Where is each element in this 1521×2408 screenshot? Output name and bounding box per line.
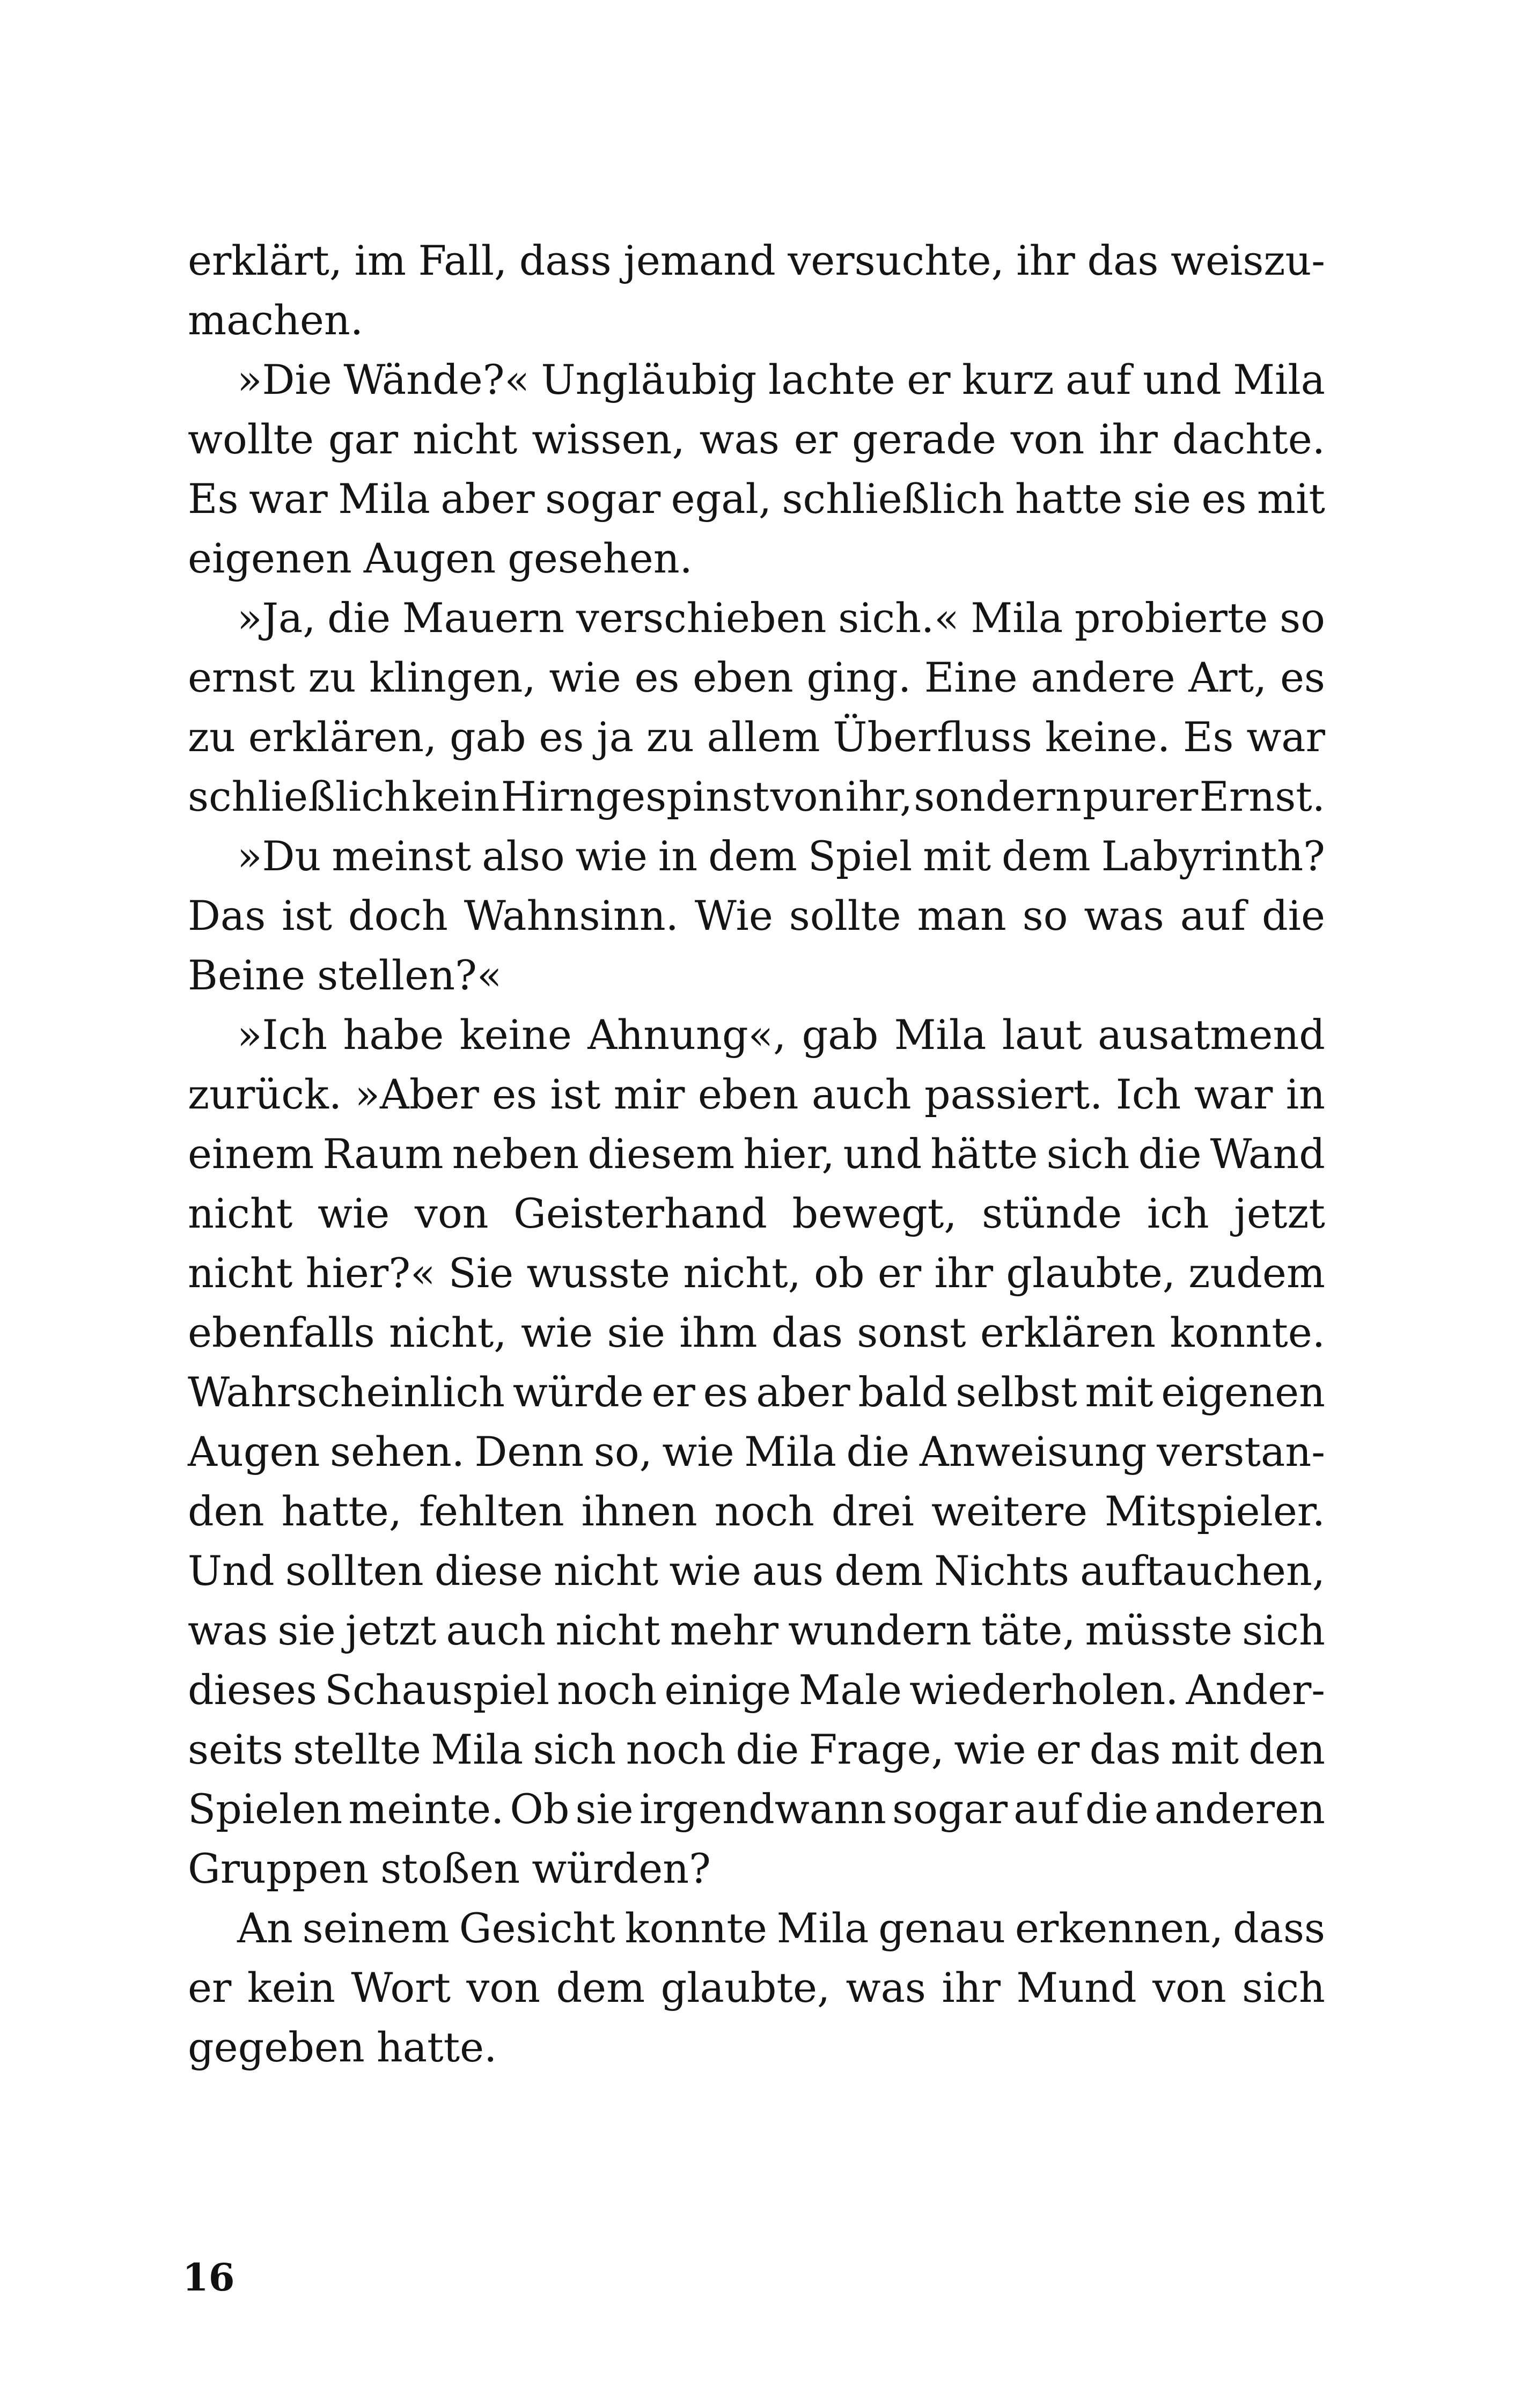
text-line: den hatte, fehlten ihnen noch drei weitere Mitspieler. — [188, 1487, 1325, 1535]
text-line: ebenfalls nicht, wie sie ihm das sonst erklären konnte. — [188, 1309, 1325, 1356]
text-line: Gruppen stoßen würden? — [188, 1845, 711, 1892]
text-line: zurück. »Aber es ist mir eben auch passiert. Ich war in — [188, 1070, 1325, 1118]
text-line: er kein Wort von dem glaubte, was ihr Mund von sich — [188, 1964, 1325, 2011]
text-line: Und sollten diese nicht wie aus dem Nichts auftauchen, — [188, 1547, 1325, 1595]
text-line: schließlich kein Hirngespinst von ihr, sondern purer Ernst. — [188, 773, 1325, 820]
page-number: 16 — [182, 2255, 235, 2300]
text-line: ernst zu klingen, wie es eben ging. Eine andere Art, es — [188, 654, 1325, 701]
text-line: »Du meinst also wie in dem Spiel mit dem Labyrinth? — [237, 832, 1325, 880]
body-text — [188, 231, 1325, 2077]
text-line: Spielen meinte. Ob sie irgendwann sogar auf die anderen — [188, 1785, 1325, 1833]
text-line: nicht hier?« Sie wusste nicht, ob er ihr glaubte, zudem — [188, 1249, 1325, 1297]
text-line: wollte gar nicht wissen, was er gerade von ihr dachte. — [188, 415, 1325, 463]
text-line: Das ist doch Wahnsinn. Wie sollte man so was auf die — [188, 892, 1325, 939]
text-line: Es war Mila aber sogar egal, schließlich hatte sie es mit — [188, 475, 1325, 523]
text-line: Beine stellen?« — [188, 951, 502, 999]
text-line: An seinem Gesicht konnte Mila genau erkennen, dass — [237, 1904, 1325, 1952]
text-line: machen. — [188, 296, 363, 344]
text-line: »Ja, die Mauern verschieben sich.« Mila probierte so — [237, 594, 1325, 642]
text-line: gegeben hatte. — [188, 2023, 497, 2071]
text-line: seits stellte Mila sich noch die Frage, wie er das mit den — [188, 1726, 1325, 1773]
text-line: zu erklären, gab es ja zu allem Überfluss keine. Es war — [188, 713, 1325, 761]
text-line: »Die Wände?« Ungläubig lachte er kurz auf und Mila — [237, 356, 1325, 403]
text-line: Wahrscheinlich würde er es aber bald selbst mit eigenen — [188, 1368, 1325, 1416]
text-line: was sie jetzt auch nicht mehr wundern täte, müsste sich — [188, 1606, 1325, 1654]
text-line: einem Raum neben diesem hier, und hätte sich die Wand — [188, 1130, 1325, 1178]
text-line: »Ich habe keine Ahnung«, gab Mila laut ausatmend — [237, 1011, 1325, 1059]
text-line: dieses Schauspiel noch einige Male wiederholen. Ander- — [188, 1666, 1325, 1714]
text-line: Augen sehen. Denn so, wie Mila die Anweisung verstan- — [188, 1428, 1325, 1475]
text-line: nicht wie von Geisterhand bewegt, stünde ich jetzt — [188, 1190, 1325, 1237]
text-line: eigenen Augen gesehen. — [188, 534, 693, 582]
text-line: erklärt, im Fall, dass jemand versuchte, ihr das weiszu- — [188, 237, 1325, 284]
